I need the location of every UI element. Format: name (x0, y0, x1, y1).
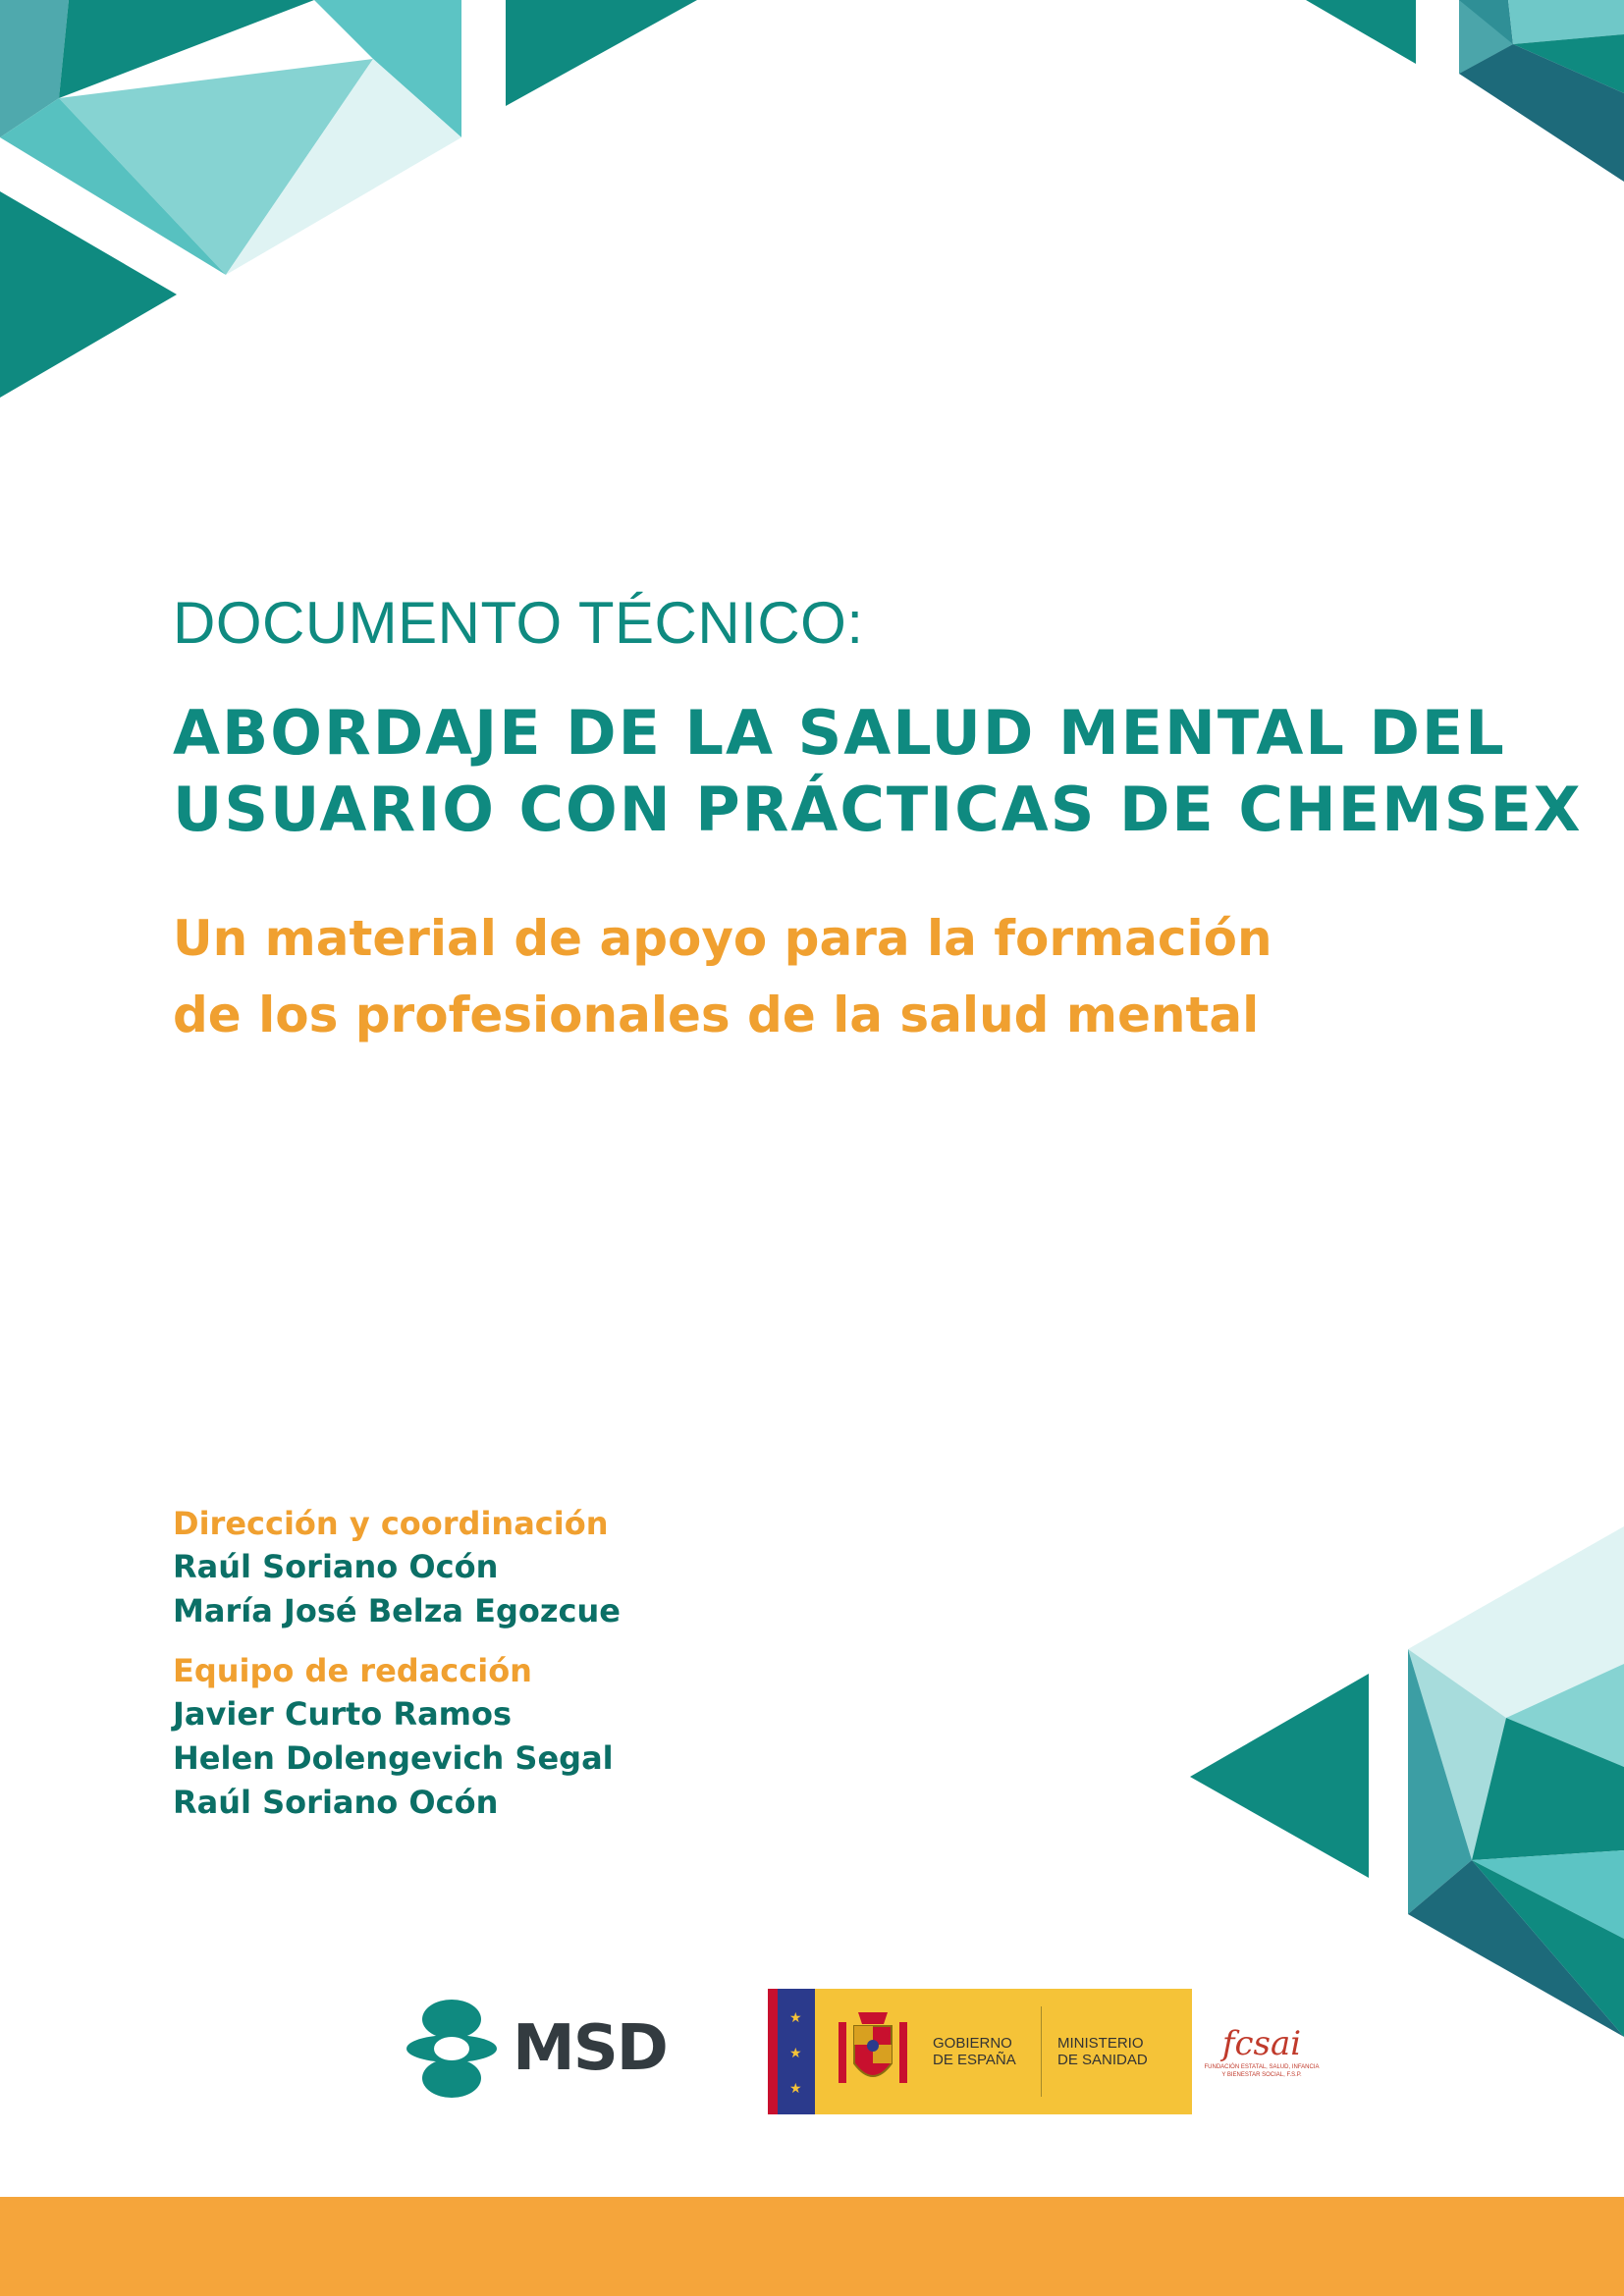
footer-bar (0, 2197, 1624, 2296)
ministry-line-2: DE SANIDAD (1057, 2052, 1148, 2068)
writing-name: Raúl Soriano Ocón (173, 1784, 499, 1821)
title-line-1: ABORDAJE DE LA SALUD MENTAL DEL (173, 697, 1506, 769)
direction-group (173, 1502, 621, 1633)
writing-name: Javier Curto Ramos (173, 1695, 513, 1733)
government-logo-band (768, 1989, 1331, 2114)
government-divider (1041, 2006, 1042, 2097)
subtitle-line-2: de los profesionales de la salud mental (173, 987, 1260, 1043)
decorative-triangle-top-right (1306, 0, 1424, 69)
decorative-polygons-bottom-right (1408, 1526, 1624, 2037)
decorative-triangle-right-middle (1190, 1674, 1372, 1880)
title-line-2: USUARIO CON PRÁCTICAS DE CHEMSEX (173, 774, 1583, 845)
decorative-polygons-top-right (1459, 0, 1624, 187)
decorative-triangle-top-center (506, 0, 702, 108)
writing-name: Helen Dolengevich Segal (173, 1739, 614, 1777)
msd-logo-mark-icon (405, 1998, 499, 2100)
spain-coat-of-arms-icon (831, 2002, 915, 2101)
fcsai-logo-subtitle: FUNDACIÓN ESTATAL, SALUD, INFANCIA Y BIENESTAR SOCIAL, F.S.P. (1204, 2064, 1320, 2078)
government-logo-body (815, 1989, 1192, 2114)
msd-logo (405, 1998, 667, 2100)
fcsai-logo (1192, 1989, 1331, 2114)
subtitle-line-1: Un material de apoyo para la formación (173, 910, 1272, 967)
document-kicker: DOCUMENTO TÉCNICO: (173, 590, 864, 656)
eu-flag-icon (768, 1989, 815, 2114)
document-subtitle (173, 900, 1272, 1053)
ministry-line-1: MINISTERIO (1057, 2035, 1144, 2052)
direction-name: Raúl Soriano Ocón (173, 1548, 499, 1585)
msd-logo-text: MSD (513, 2012, 667, 2085)
svg-text:★: ★ (789, 2009, 802, 2025)
ministry-text (1057, 2035, 1175, 2068)
svg-text:★: ★ (789, 2045, 802, 2060)
document-title (173, 695, 1583, 848)
credits-block (173, 1502, 621, 1841)
government-text (933, 2035, 1031, 2068)
gov-line-2: DE ESPAÑA (933, 2052, 1016, 2068)
gov-line-1: GOBIERNO (933, 2035, 1012, 2052)
svg-text:★: ★ (789, 2080, 802, 2096)
writing-group (173, 1649, 621, 1825)
fcsai-logo-text: fcsai (1221, 2024, 1302, 2063)
writing-role: Equipo de redacción (173, 1652, 532, 1689)
direction-name: María José Belza Egozcue (173, 1592, 621, 1629)
direction-role: Dirección y coordinación (173, 1505, 609, 1542)
decorative-polygons-top-left (0, 0, 471, 402)
